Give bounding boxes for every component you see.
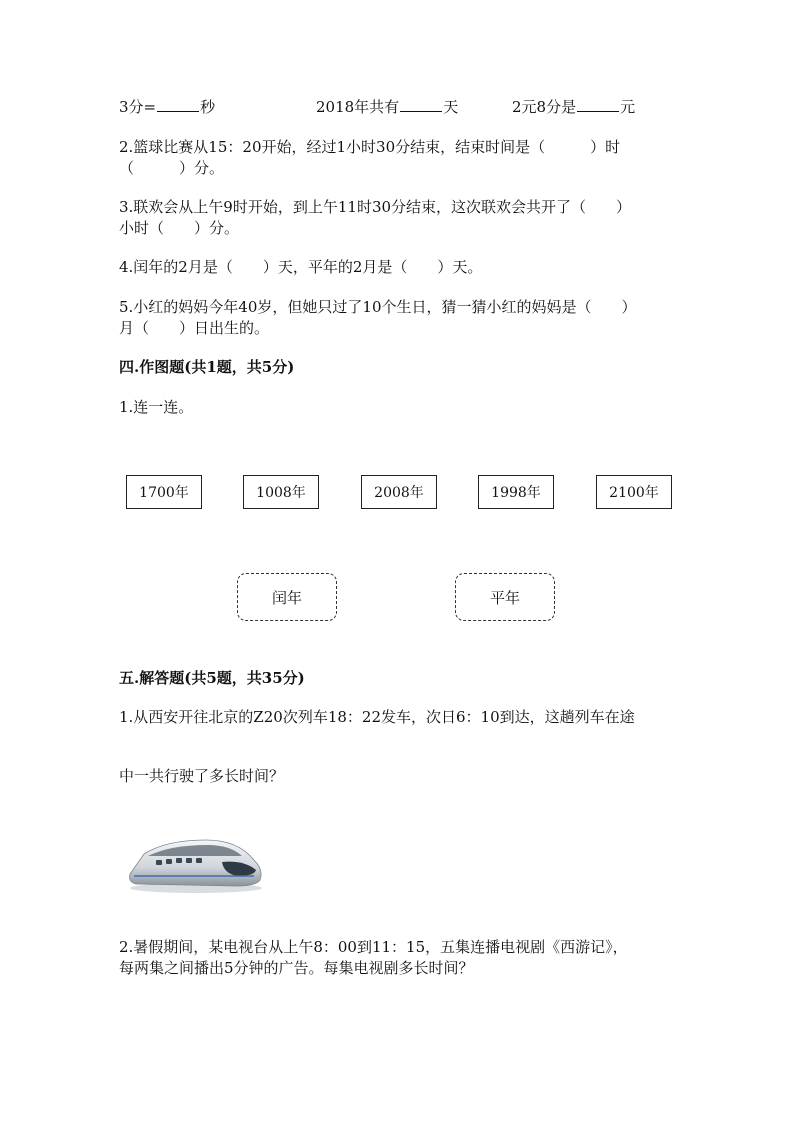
question-3-line-2: 小时（ ）分。	[119, 219, 240, 237]
year-box-2100[interactable]	[596, 475, 672, 509]
year-box-1998[interactable]	[478, 475, 554, 509]
high-speed-train-image	[126, 830, 266, 896]
question-5-line-1: 5.小红的妈妈今年40岁，但她只过了10个生日，猜一猜小红的妈妈是（ ）	[119, 298, 637, 316]
fill-seconds-unit: 秒	[200, 98, 216, 116]
year-label: 1700年	[139, 485, 189, 501]
answer-blank[interactable]	[577, 97, 619, 112]
section-5-question-2-line-2: 每两集之间播出5分钟的广告。每集电视剧多长时间？	[119, 959, 474, 977]
target-label: 平年	[489, 588, 520, 607]
section-5-question-1-line-2: 中一共行驶了多长时间？	[119, 767, 285, 785]
year-box-1700[interactable]	[126, 475, 202, 509]
year-label: 1998年	[491, 485, 541, 501]
question-2-line-2: （ ）分。	[119, 159, 225, 177]
fill-days-prefix: 2018年共有	[316, 98, 400, 116]
fill-yuan-row	[512, 97, 635, 117]
question-5-line-2: 月（ ）日出生的。	[119, 319, 270, 337]
fill-in-row	[119, 97, 215, 117]
section-5-heading: 五.解答题(共5题，共35分)	[119, 669, 305, 687]
year-label: 2100年	[609, 485, 659, 501]
fill-yuan-unit: 元	[620, 98, 636, 116]
fill-days-unit: 天	[443, 98, 459, 116]
section-4-question-1: 1.连一连。	[119, 398, 194, 416]
target-label: 闰年	[271, 588, 302, 607]
fill-seconds-prefix: 3分=	[119, 98, 157, 116]
section-5-question-1-line-1: 1.从西安开往北京的Z20次列车18：22发车，次日6：10到达，这趟列车在途	[119, 708, 635, 726]
year-box-2008[interactable]	[361, 475, 437, 509]
question-2-line-1: 2.篮球比赛从15：20开始，经过1小时30分结束，结束时间是（ ）时	[119, 138, 621, 156]
question-3-line-1: 3.联欢会从上午9时开始，到上午11时30分结束，这次联欢会共开了（ ）	[119, 198, 632, 216]
fill-yuan-prefix: 2元8分是	[512, 98, 577, 116]
answer-blank[interactable]	[157, 97, 199, 112]
answer-blank[interactable]	[400, 97, 442, 112]
common-year-target[interactable]	[455, 573, 555, 621]
leap-year-target[interactable]	[237, 573, 337, 621]
year-label: 1008年	[256, 485, 306, 501]
year-box-1008[interactable]	[243, 475, 319, 509]
section-5-question-2-line-1: 2.暑假期间，某电视台从上午8：00到11：15，五集连播电视剧《西游记》，	[119, 938, 628, 956]
section-4-heading: 四.作图题(共1题，共5分)	[119, 358, 295, 376]
year-label: 2008年	[374, 485, 424, 501]
question-4: 4.闰年的2月是（ ）天，平年的2月是（ ）天。	[119, 258, 483, 276]
fill-days-row	[316, 97, 458, 117]
